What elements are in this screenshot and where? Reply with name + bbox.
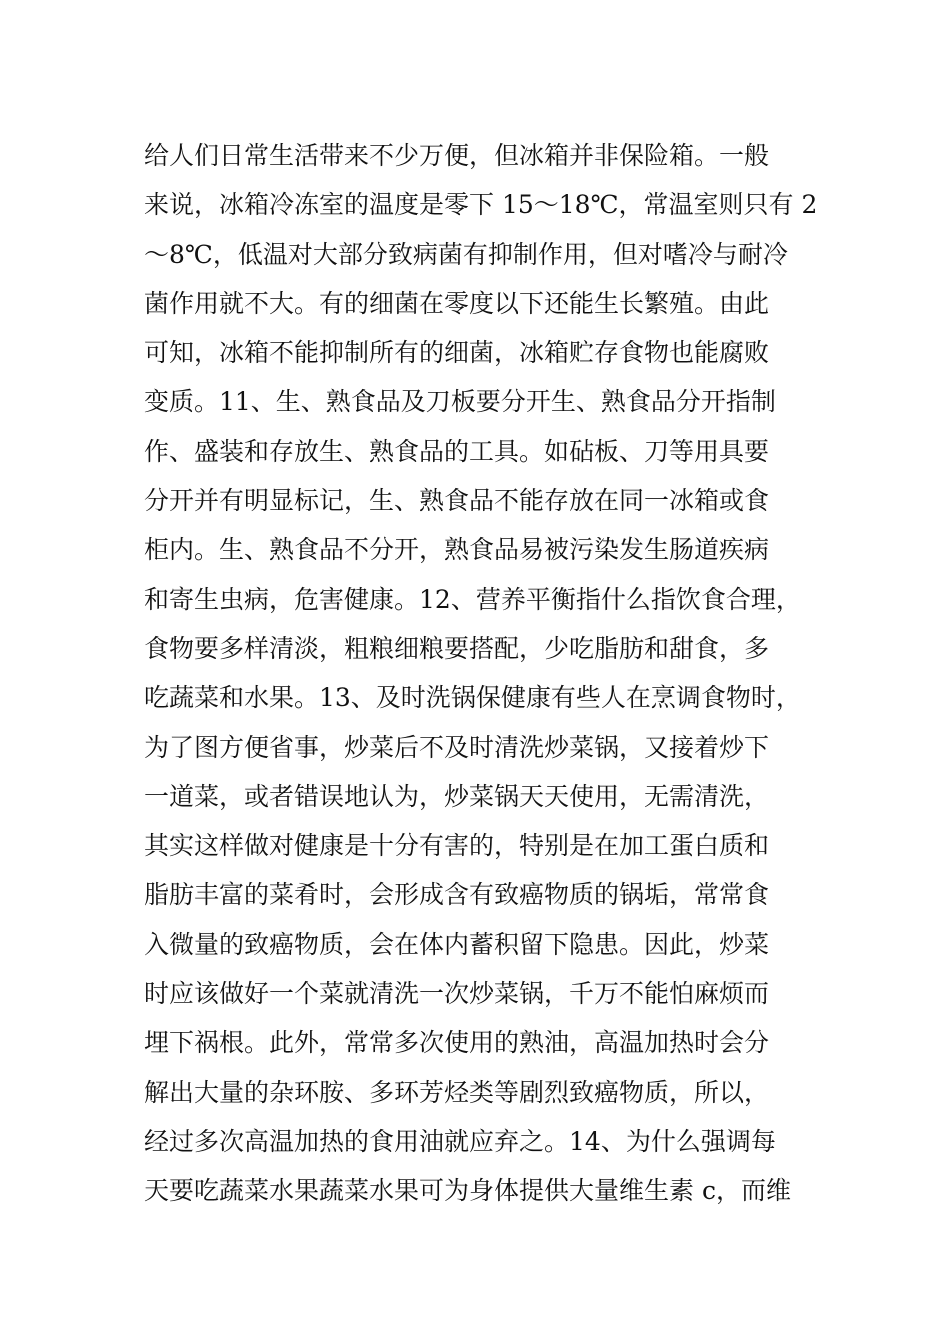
text-line: 可知，冰箱不能抑制所有的细菌，冰箱贮存食物也能腐败 [144, 338, 770, 368]
text-line: 其实这样做对健康是十分有害的，特别是在加工蛋白质和 [144, 831, 770, 861]
body-text [144, 131, 844, 1216]
text-line: 来说，冰箱冷冻室的温度是零下 15～18℃，常温室则只有 2 [144, 190, 818, 220]
text-line: 柜内。生、熟食品不分开，熟食品易被污染发生肠道疾病 [144, 535, 770, 565]
text-line: 入微量的致癌物质，会在体内蓄积留下隐患。因此，炒菜 [144, 929, 770, 959]
text-line: 为了图方便省事，炒菜后不及时清洗炒菜锅，又接着炒下 [144, 732, 770, 762]
text-line: 食物要多样清淡，粗粮细粮要搭配，少吃脂肪和甜食，多 [144, 633, 770, 663]
text-line: 天要吃蔬菜水果蔬菜水果可为身体提供大量维生素 c，而维 [144, 1176, 791, 1206]
text-line: 分开并有明显标记，生、熟食品不能存放在同一冰箱或食 [144, 486, 770, 516]
text-line: 埋下祸根。此外，常常多次使用的熟油，高温加热时会分 [144, 1028, 770, 1058]
text-line: 一道菜，或者错误地认为，炒菜锅天天使用，无需清洗， [144, 781, 770, 811]
text-line: ～8℃，低温对大部分致病菌有抑制作用，但对嗜冷与耐冷 [144, 239, 788, 269]
text-line: 吃蔬菜和水果。13、及时洗锅保健康有些人在烹调食物时， [144, 683, 801, 713]
text-line: 时应该做好一个菜就清洗一次炒菜锅，千万不能怕麻烦而 [144, 979, 770, 1009]
text-line: 解出大量的杂环胺、多环芳烃类等剧烈致癌物质，所以， [144, 1077, 770, 1107]
text-line: 菌作用就不大。有的细菌在零度以下还能生长繁殖。由此 [144, 288, 770, 318]
text-line: 脂肪丰富的菜肴时，会形成含有致癌物质的锅垢，常常食 [144, 880, 770, 910]
text-line: 经过多次高温加热的食用油就应弃之。14、为什么强调每 [144, 1126, 776, 1156]
text-line: 变质。11、生、熟食品及刀板要分开生、熟食品分开指制 [144, 387, 776, 417]
text-line: 和寄生虫病，危害健康。12、营养平衡指什么指饮食合理， [144, 584, 801, 614]
text-line: 作、盛装和存放生、熟食品的工具。如砧板、刀等用具要 [144, 436, 770, 466]
text-line: 给人们日常生活带来不少万便，但冰箱并非保险箱。一般 [144, 141, 770, 170]
